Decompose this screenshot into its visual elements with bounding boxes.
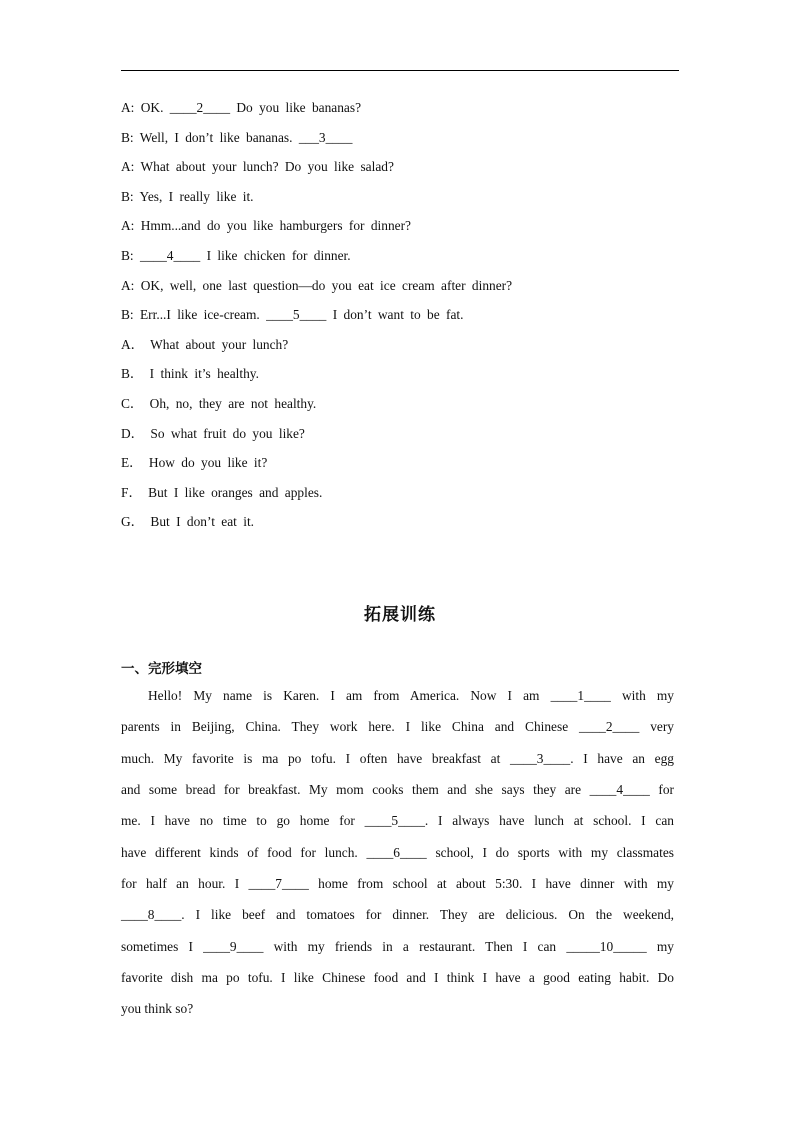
passage-line: you think so? [121, 1001, 194, 1017]
passage-line: parents in Beijing, China. They work here. I like China and Chinese ____2____ very [121, 719, 674, 735]
dialogue-line: B: Yes, I really like it. [121, 188, 254, 204]
cloze-heading: 一、完形填空 [121, 661, 202, 677]
header-rule [121, 70, 679, 71]
option-d: D． So what fruit do you like? [121, 425, 305, 441]
passage-line: Hello! My name is Karen. I am from America. Now I am ____1____ with my [148, 688, 674, 703]
dialogue-line: B: ____4____ I like chicken for dinner. [121, 247, 351, 263]
dialogue-line: B: Well, I don’t like bananas. ___3____ [121, 129, 353, 145]
passage-line: for half an hour. I ____7____ home from school at about 5:30. I have dinner with my [121, 876, 674, 892]
option-g: G． But I don’t eat it. [121, 514, 255, 530]
passage-line: much. My favorite is ma po tofu. I often have breakfast at ____3____. I have an egg [121, 750, 674, 766]
passage-line: have different kinds of food for lunch. ____6____ school, I do sports with my classmates [121, 844, 674, 860]
option-b: B． I think it’s healthy. [121, 366, 259, 382]
passage-line: ____8____. I like beef and tomatoes for dinner. They are delicious. On the weekend, [121, 907, 674, 923]
dialogue-line: A: OK. ____2____ Do you like bananas? [121, 100, 362, 115]
option-c: C． Oh, no, they are not healthy. [121, 395, 317, 411]
dialogue-line: A: OK, well, one last question—do you eat ice cream after dinner? [121, 277, 513, 293]
dialogue-line: A: What about your lunch? Do you like salad? [121, 159, 394, 175]
dialogue-block [121, 97, 681, 541]
option-f: F． But I like oranges and apples. [121, 484, 323, 500]
passage-line: sometimes I ____9____ with my friends in a restaurant. Then I can _____10_____ my [121, 938, 674, 954]
dialogue-line: B: Err...I like ice-cream. ____5____ I don’t want to be fat. [121, 307, 464, 323]
cloze-passage [121, 683, 674, 1028]
option-a: A． What about your lunch? [121, 336, 289, 352]
section-title: 拓展训练 [364, 605, 436, 625]
dialogue-line: A: Hmm...and do you like hamburgers for dinner? [121, 218, 411, 234]
passage-line: me. I have no time to go home for ____5____. I always have lunch at school. I can [121, 813, 674, 829]
option-e: E． How do you like it? [121, 455, 268, 471]
passage-line: favorite dish ma po tofu. I like Chinese food and I think I have a good eating habit. Do [121, 970, 674, 986]
passage-line: and some bread for breakfast. My mom cooks them and she says they are ____4____ for [121, 782, 674, 798]
